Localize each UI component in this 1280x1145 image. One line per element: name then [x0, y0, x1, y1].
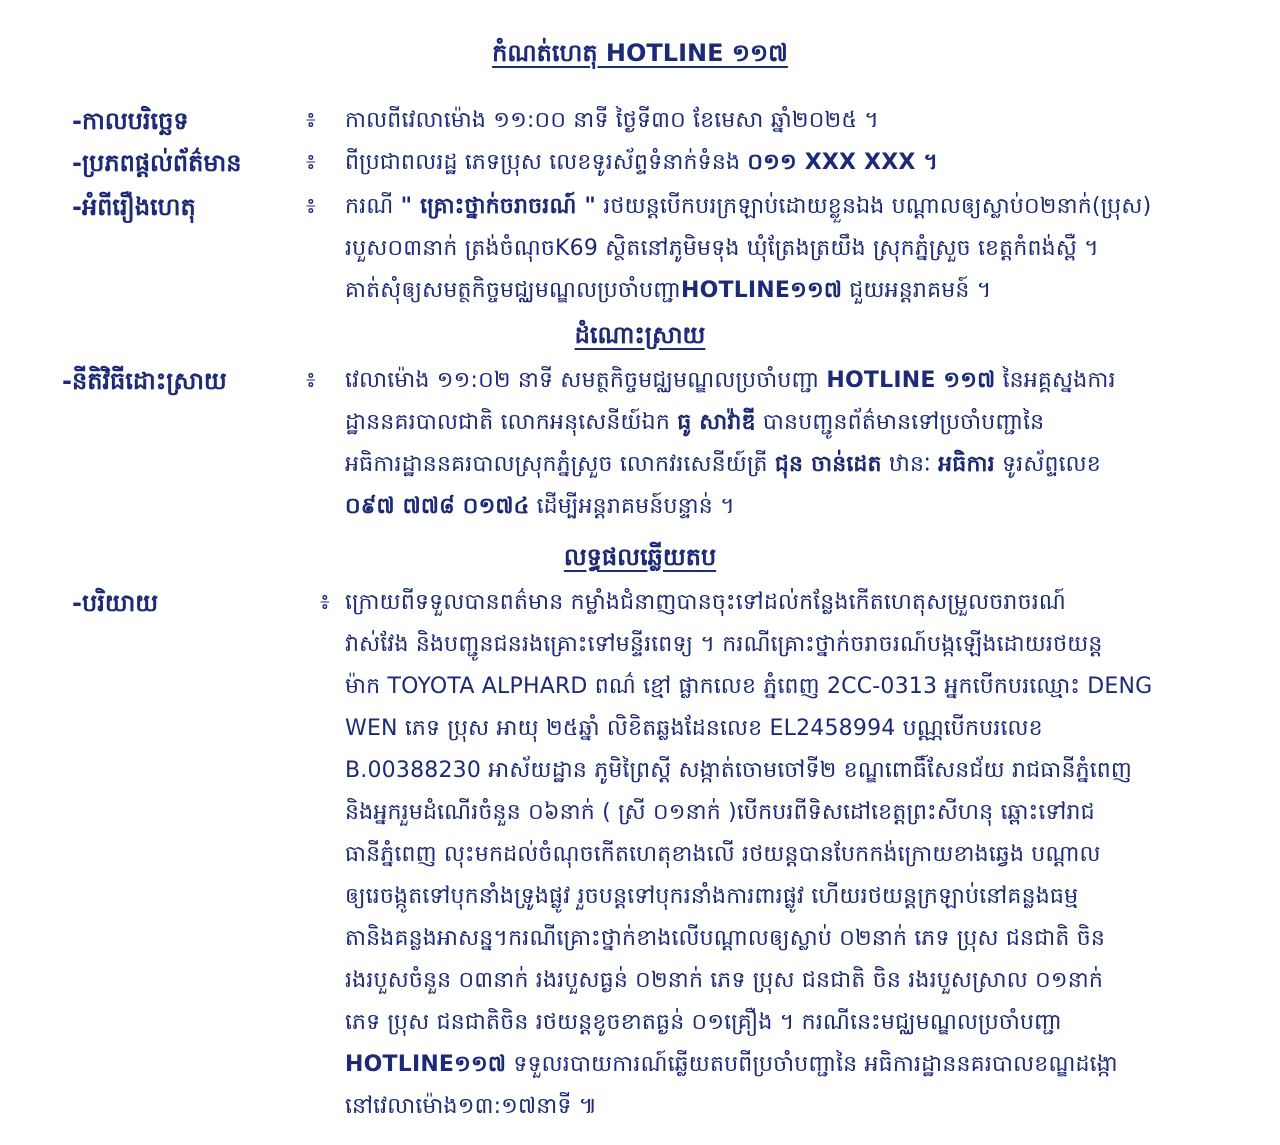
colon: ៖: [320, 590, 330, 615]
result-text: ក្រោយពីទទួលបានពត៌មាន កម្លាំងជំនាញបានចុះទៅដល់កន្លែងកើតហេតុសម្រួលចរាចរណ៍ វាស់វែង និងបញ្ជូនជនរងគ្រោះទៅមន្ទីរពេទ្យ ។ ករណីគ្រោះថ្នាក់ចរាចរណ៍បង្កឡើងដោយរថយន្ត ម៉ាក TOYOTA ALPHARD ពណ៌ ខ្មៅ ផ្លាកលេខ ភ្នំពេញ 2CC-0313 អ្នកបើកបរឈ្មោះ DENG WEN ភេទ ប្រុស អាយុ ២៥ឆ្នាំ លិខិតឆ្លងដែនលេខ EL2458994 បណ្ណបើកបរលេខ B.00388230 អាស័យដ្ឋាន ភូមិព្រៃស្តី សង្កាត់ចោមចៅទី២ ខណ្ឌពោធិ៍សែនជ័យ រាជធានីភ្នំពេញ និងអ្នករួមដំណើរចំនួន ០៦នាក់ ( ស្រី ០១នាក់ )បើកបរពីទិសដៅខេត្តព្រះសីហនុ ឆ្ពោះទៅរាជ ធានីភ្នំពេញ លុះមកដល់ចំណុចកើតហេតុខាងលើ រថយន្តបានបែកកង់ក្រោយខាងឆ្វេង បណ្តាល ឲ្យរេចង្កូតទៅបុកនាំងទ្រូងផ្លូវ រួចបន្តទៅបុករនាំងការពារផ្លូវ ហើយរថយន្តក្រឡាប់នៅគន្លងធម្ម តានិងគន្លងអាសន្ន។ករណីគ្រោះថ្នាក់ខាងលើបណ្តាលឲ្យស្លាប់ ០២នាក់ ភេទ ប្រុស ជនជាតិ ចិន រងរបួសចំនួន ០៣នាក់ រងរបួសធ្ងន់ ០២នាក់ ភេទ ប្រុស ជនជាតិ ចិន រងរបួសស្រាល ០១នាក់ ភេទ ប្រុស ជនជាតិចិន រថយន្តខូចខាតធ្ងន់ ០១គ្រឿង ។ ករណីនេះមជ្ឈមណ្ឌលប្រចាំបញ្ជា HOTLINE១១៧ ទទួលរបាយការណ៍ឆ្លើយតបពីប្រចាំបញ្ជានៃ អធិការដ្ឋាននគរបាលខណ្ឌដង្កោ នៅវេលាម៉ោង១៣:១៧នាទី ៕: [345, 590, 1153, 1119]
story-text: ករណី " គ្រោះថ្នាក់ចរាចរណ៍ " រថយន្តបើកបរក្រឡាប់ដោយខ្លួនឯង បណ្តាលឲ្យស្លាប់០២នាក់(ប្រុស) របួស០៣នាក់ ត្រង់ចំណុចK69 ស្ថិតនៅភូមិមទុង ឃុំត្រែងត្រយឹង ស្រុកភ្នំស្រួច ខេត្តកំពង់ស្ពឺ ។ គាត់សុំឲ្យសមត្ថកិច្ចមជ្ឈមណ្ឌលប្រចាំបញ្ជាHOTLINE១១៧ ជួយអន្តរាគមន៍ ។: [345, 194, 1152, 303]
solution-label: -នីតិវិធីដោះស្រាយ: [62, 367, 227, 395]
incident-type: " គ្រោះថ្នាក់ចរាចរណ៍ ": [400, 194, 597, 219]
solution-text: វេលាម៉ោង ១១:០២ នាទី សមត្ថកិច្ចមជ្ឈមណ្ឌលប្រចាំបញ្ជា HOTLINE ១១៧ នៃអគ្គស្នងការ ដ្ឋាននគរបាលជាតិ លោកអនុសេនីយ៍ឯក ធូ សាវ៉ាឌី បានបញ្ជូនព័ត៌មានទៅប្រចាំបញ្ជានៃ អធិការដ្ឋាននគរបាលស្រុកភ្នំស្រួច លោកវរសេនីយ៍ត្រី ជុន ចាន់ដេត ឋានៈ អធិការ ទូរស័ព្ទលេខ ០៩៧ ៧៧៨ ០១៧៤ ដើម្បីអន្តរាគមន៍បន្ទាន់ ។: [345, 368, 1116, 519]
result-heading: លទ្ធផលឆ្លើយតប: [563, 543, 717, 571]
informant-text: ពីប្រជាពលរដ្ឋ ភេទប្រុស លេខទូរស័ព្ទទំនាក់ទំនង ០១១ XXX XXX ។: [345, 150, 939, 175]
colon: ៖: [306, 368, 316, 393]
chief-phone: ០៩៧ ៧៧៨ ០១៧៤: [345, 494, 530, 519]
informant-label: -ប្រភពផ្តល់ព័ត៌មាន: [72, 149, 242, 177]
colon: ៖: [306, 150, 316, 175]
colon: ៖: [306, 108, 316, 133]
colon: ៖: [306, 194, 316, 219]
period-text: កាលពីវេលាម៉ោង ១១:០០ នាទី ថ្ងៃទី៣០ ខែមេសា ឆ្នាំ២០២៥ ។: [345, 108, 879, 133]
officer-name: ធូ សាវ៉ាឌី: [677, 410, 756, 435]
period-label: -កាលបរិច្ឆេទ: [72, 107, 189, 135]
story-label: -អំពីរឿងហេតុ: [72, 193, 196, 221]
result-label: -បរិយាយ: [72, 589, 159, 617]
chief-name: ជុន ចាន់ដេត: [774, 452, 882, 477]
solution-heading: ដំណោះស្រាយ: [574, 321, 706, 349]
informant-phone: ០១១ XXX XXX ។: [747, 150, 939, 175]
document-title: កំណត់ហេតុ HOTLINE ១១៧: [492, 39, 788, 67]
